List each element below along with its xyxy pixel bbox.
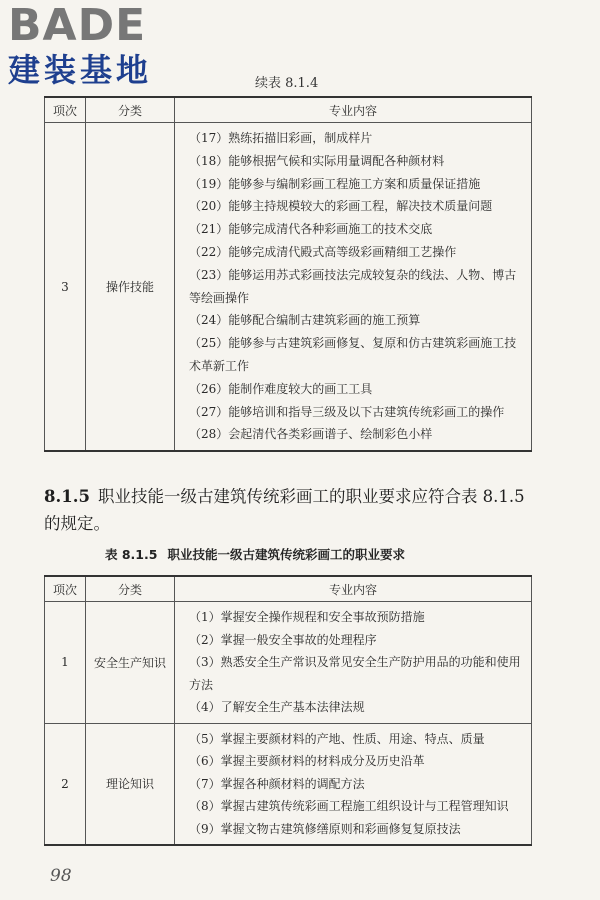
content-item: （3）熟悉安全生产常识及常见安全生产防护用品的功能和使用方法 <box>189 655 521 692</box>
content-item: （24）能够配合编制古建筑彩画的施工预算 <box>189 313 421 328</box>
logo-brand: BADE <box>8 0 147 51</box>
table-row <box>45 723 532 845</box>
row-number: 1 <box>45 602 86 724</box>
row-category: 操作技能 <box>86 123 175 452</box>
content-item: （7）掌握各种颜材料的调配方法 <box>189 776 365 791</box>
row-content <box>175 123 532 452</box>
content-item: （20）能够主持规模较大的彩画工程，解决技术质量问题 <box>189 199 493 214</box>
content-item: （18）能够根据气候和实际用量调配各种颜材料 <box>189 153 445 168</box>
page-number: 98 <box>50 866 72 886</box>
content-item: （5）掌握主要颜材料的产地、性质、用途、特点、质量 <box>189 731 485 746</box>
table-row <box>45 602 532 724</box>
logo <box>8 0 178 89</box>
header-item-no: 项次 <box>45 97 86 123</box>
content-item: （22）能够完成清代殿式高等级彩画精细工艺操作 <box>189 244 457 259</box>
header-category: 分类 <box>86 97 175 123</box>
content-item: （25）能够参与古建筑彩画修复、复原和仿古建筑彩画施工技术革新工作 <box>189 336 517 373</box>
table-continued-8-1-4 <box>44 96 532 452</box>
header-item-no: 项次 <box>45 576 86 602</box>
content-item: （19）能够参与编制彩画工程施工方案和质量保证措施 <box>189 176 481 191</box>
row-category: 安全生产知识 <box>86 602 175 724</box>
content-item: （2）掌握一般安全事故的处理程序 <box>189 632 377 647</box>
content-item: （28）会起清代各类彩画谱子、绘制彩色小样 <box>189 427 433 442</box>
row-number: 2 <box>45 723 86 845</box>
logo-subtitle: 建装基地 <box>8 51 153 89</box>
content-item: （17）熟练拓描旧彩画，制成样片 <box>189 131 373 145</box>
content-item: （27）能够培训和指导三级及以下古建筑传统彩画工的操作 <box>189 404 505 419</box>
continued-table-caption: 续表 8.1.4 <box>255 76 319 91</box>
table-8-1-5 <box>44 575 532 846</box>
header-category: 分类 <box>86 576 175 602</box>
content-item: （1）掌握安全操作规程和安全事故预防措施 <box>189 610 425 624</box>
table-row <box>45 123 532 452</box>
section-number: 8.1.5 <box>44 487 90 506</box>
header-content: 专业内容 <box>175 97 532 123</box>
content-item: （9）掌握文物古建筑修缮原则和彩画修复复原技法 <box>189 821 461 836</box>
content-item: （4）了解安全生产基本法律法规 <box>189 700 365 714</box>
content-item: （23）能够运用苏式彩画技法完成较复杂的线法、人物、博古等绘画操作 <box>189 267 517 305</box>
content-item: （8）掌握古建筑传统彩画工程施工组织设计与工程管理知识 <box>189 799 509 813</box>
row-number: 3 <box>45 123 86 452</box>
row-category: 理论知识 <box>86 723 175 845</box>
table-header-row <box>45 97 532 123</box>
header-content: 专业内容 <box>175 576 532 602</box>
table-header-row <box>45 576 532 602</box>
table-caption <box>105 545 405 563</box>
section-8-1-5 <box>44 483 534 537</box>
content-item: （26）能制作难度较大的画工工具 <box>189 381 373 396</box>
row-content <box>175 602 532 724</box>
section-text: 职业技能一级古建筑传统彩画工的职业要求应符合表 8.1.5的规定。 <box>44 487 525 533</box>
content-item: （21）能够完成清代各种彩画施工的技术交底 <box>189 222 433 237</box>
table-caption-number: 表 8.1.5 <box>105 547 158 562</box>
table-caption-title: 职业技能一级古建筑传统彩画工的职业要求 <box>167 547 405 562</box>
row-content <box>175 723 532 845</box>
content-item: （6）掌握主要颜材料的材料成分及历史沿革 <box>189 754 425 768</box>
